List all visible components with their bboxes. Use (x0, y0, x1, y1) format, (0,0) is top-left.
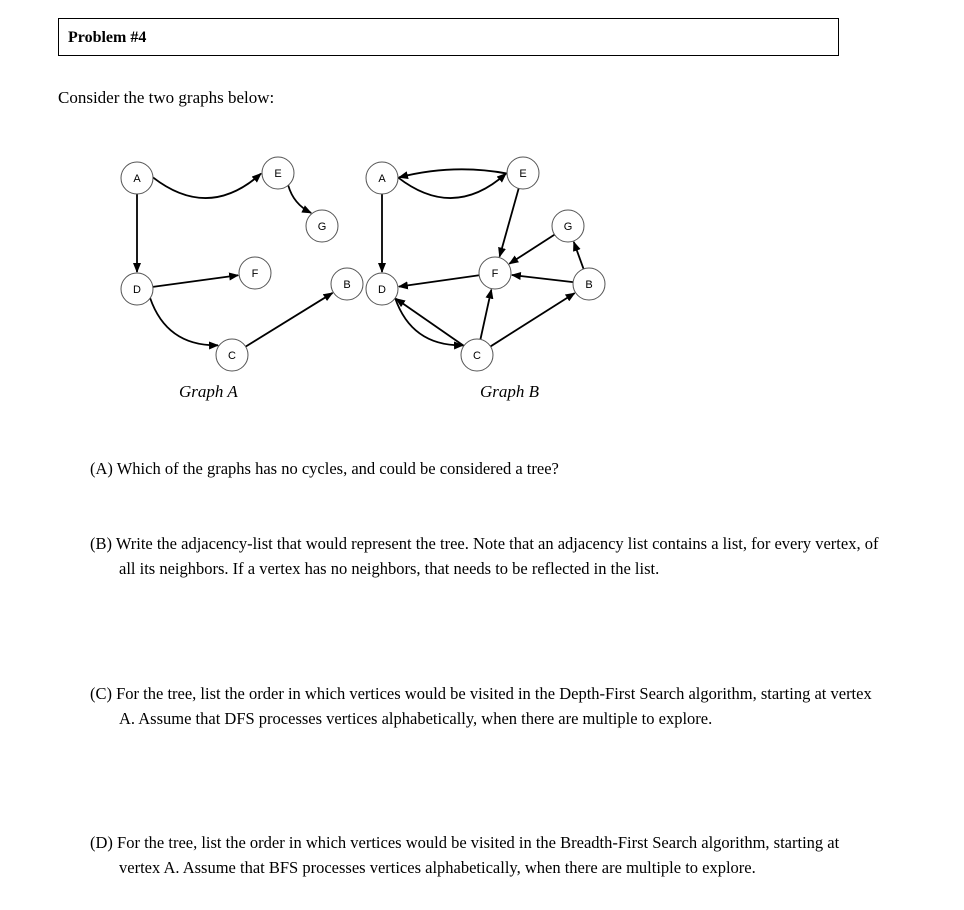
edge-a-e (153, 174, 261, 198)
node-label: E (274, 168, 282, 180)
node-label: C (473, 350, 481, 362)
problem-title: Problem #4 (68, 29, 147, 46)
node-label: G (317, 221, 327, 233)
question-c: (C) For the tree, list the order in which vertices would be visited in the Depth-First Search algorithm, starting at vertex A. Assume that DFS processes vertices alphabetically, when there are multiple to explore. (90, 684, 872, 728)
edge-e-g (288, 185, 311, 213)
node-label: B (343, 279, 351, 291)
question-a: (A) Which of the graphs has no cycles, and could be considered a tree? (90, 459, 559, 478)
node-label: C (228, 350, 236, 362)
edge-c-b (491, 293, 575, 346)
graph-b-label: Graph B (480, 382, 540, 401)
edge-c-f (480, 290, 491, 340)
edge-d-c (150, 298, 218, 345)
node-label: F (491, 268, 499, 280)
edge-c-b (246, 293, 333, 347)
node-label: A (133, 173, 141, 185)
edge-a-e (398, 174, 506, 198)
question-b: (B) Write the adjacency-list that would represent the tree. Note that an adjacency list contains a list, for every vertex, of all its neighbors. If a vertex has no neighbors, that needs to be reflected in the list. (90, 534, 879, 578)
node-label: B (585, 279, 593, 291)
node-label: G (563, 221, 573, 233)
edge-g-f (509, 235, 554, 264)
node-label: F (251, 268, 259, 280)
question-d: (D) For the tree, list the order in which vertices would be visited in the Breadth-First Search algorithm, starting at vertex A. Assume that BFS processes vertices alphabetically, when there are multiple to explore. (90, 833, 840, 877)
edge-e-a (399, 169, 507, 177)
edge-b-f (512, 275, 573, 282)
edge-d-f (153, 275, 238, 287)
node-label: A (378, 173, 386, 185)
node-label: D (133, 284, 141, 296)
intro-text: Consider the two graphs below: (58, 88, 275, 107)
edge-b-g (574, 242, 584, 269)
edge-e-f (500, 188, 519, 256)
edge-f-d (399, 275, 479, 286)
node-label: D (378, 284, 386, 296)
graph-a-label: Graph A (179, 382, 238, 401)
graphs-figure (0, 0, 964, 420)
node-label: E (519, 168, 527, 180)
